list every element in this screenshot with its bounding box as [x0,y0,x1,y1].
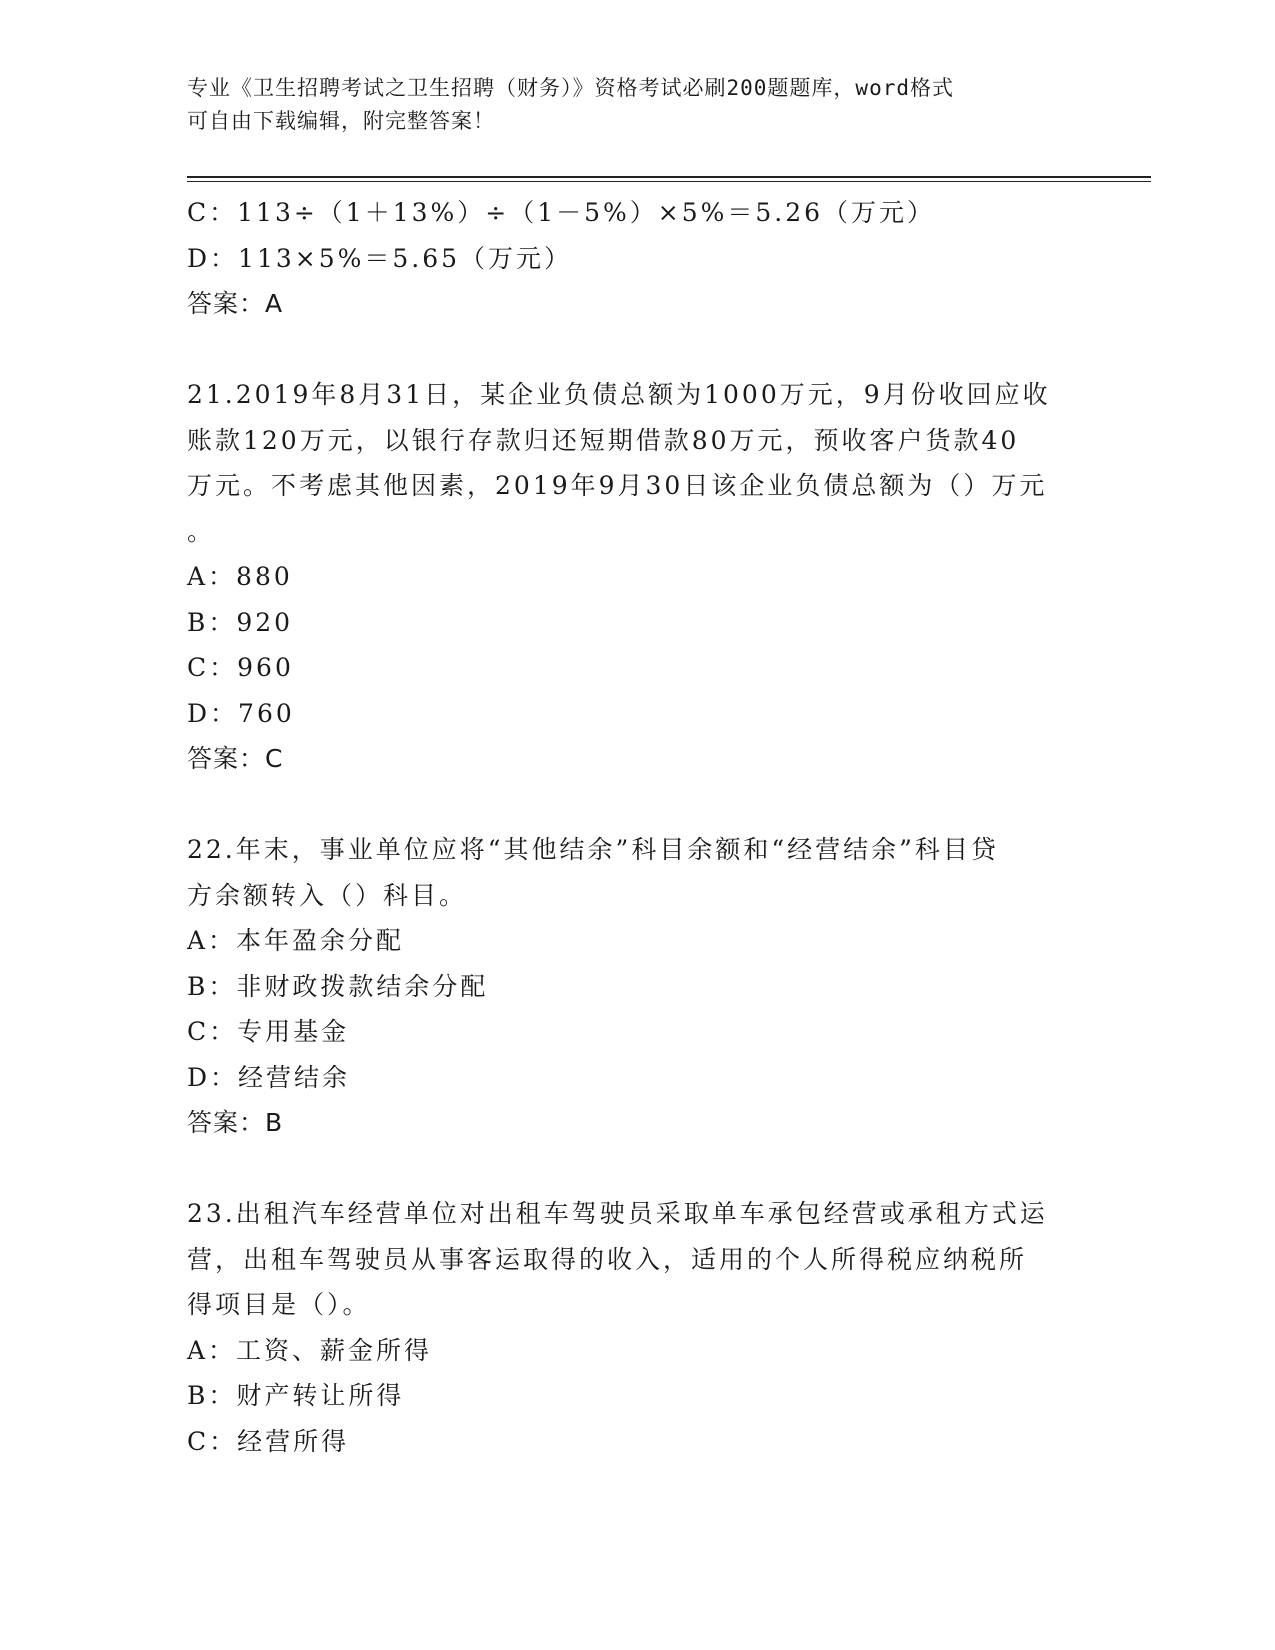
option-d: D：经营结余 [187,1062,351,1092]
option-c: C：960 [187,653,294,682]
spacer [187,327,1077,373]
header-line-1: 专业《卫生招聘考试之卫生招聘（财务）》资格考试必刷200题题库，word格式 [187,76,954,100]
option-a: A：880 [187,562,293,591]
question-text-line: 营，出租车驾驶员从事客运取得的收入，适用的个人所得税应纳税所 [187,1244,1028,1274]
spacer [187,1146,1077,1192]
question-23 [187,1191,1077,1464]
question-text-line: 得项目是（）。 [187,1290,371,1319]
answer-line: 答案：A [187,289,284,318]
spacer [187,782,1077,828]
question-21 [187,372,1077,782]
option-b: B：920 [187,607,294,637]
header-divider-thin [187,181,1151,182]
option-a: A：本年盈余分配 [187,926,405,955]
option-c: C：经营所得 [187,1426,350,1456]
option-d: D：113×5%＝5.65（万元） [187,243,573,273]
option-b: B：非财政拨款结余分配 [187,971,489,1001]
header-line-2: 可自由下载编辑，附完整答案！ [187,109,495,133]
question-text-line: 方余额转入（）科目。 [187,880,468,910]
question-text-line: 21.2019年8月31日，某企业负债总额为1000万元，9月份收回应收 [187,380,1051,409]
option-a: A：工资、薪金所得 [187,1335,433,1365]
option-c: C：113÷（1＋13%）÷（1－5%）×5%＝5.26（万元） [187,198,936,227]
answer-line: 答案：B [187,1108,284,1137]
option-d: D：760 [187,698,295,728]
question-text-line: 。 [187,516,216,546]
header-divider [187,176,1151,178]
document-header [187,72,1067,138]
question-text-line: 23.出租汽车经营单位对出租车驾驶员采取单车承包经营或承租方式运 [187,1199,1048,1228]
option-c: C：专用基金 [187,1017,350,1046]
document-body [187,190,1077,1464]
question-text-line: 账款120万元，以银行存款归还短期借款80万元，预收客户货款40 [187,425,1020,455]
option-b: B：财产转让所得 [187,1381,405,1410]
answer-line: 答案：C [187,744,284,773]
question-text-line: 22.年末，事业单位应将“其他结余”科目余额和“经营结余”科目贷 [187,835,999,864]
question-text-line: 万元。不考虑其他因素，2019年9月30日该企业负债总额为（）万元 [187,471,1048,500]
question-22 [187,827,1077,1146]
